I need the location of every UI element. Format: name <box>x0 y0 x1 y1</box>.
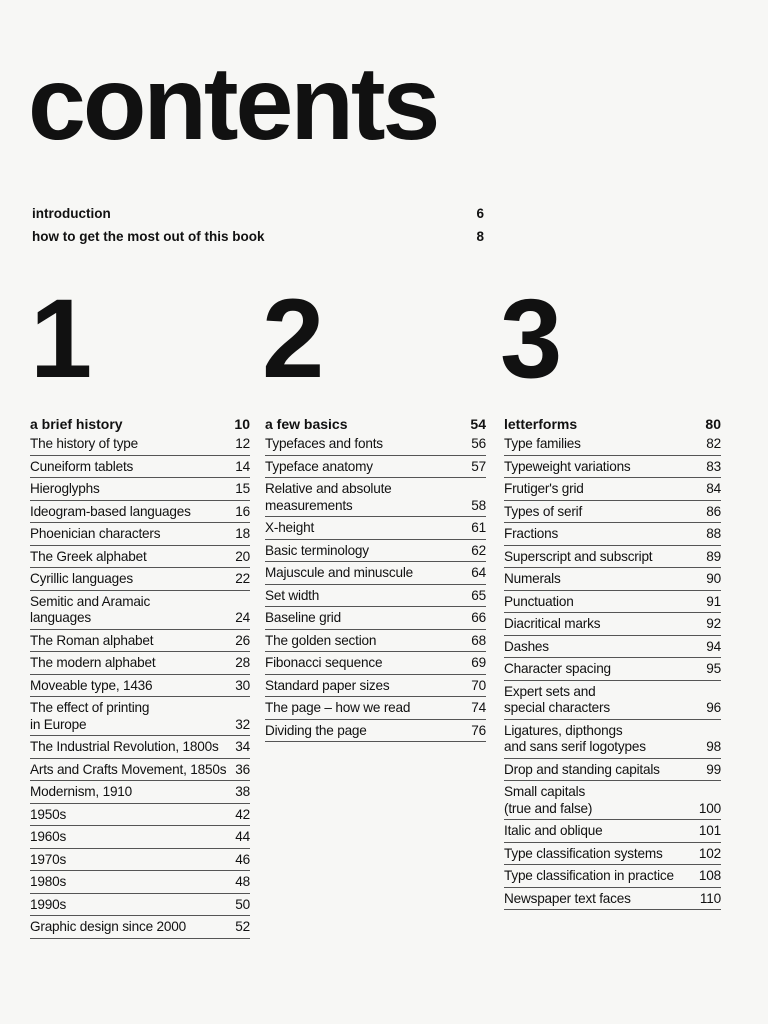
toc-entry-title: Cuneiform tablets <box>30 458 134 474</box>
front-matter-item[interactable] <box>32 225 484 248</box>
toc-entry[interactable] <box>265 478 486 517</box>
toc-entry-title: Dividing the page <box>265 722 367 738</box>
toc-entry-page: 86 <box>706 503 721 519</box>
toc-entry-title: Type classification in practice <box>504 868 674 883</box>
toc-entry-title: Diacritical marks <box>504 616 601 631</box>
toc-entry[interactable] <box>30 826 250 849</box>
toc-entry-page: 100 <box>698 800 721 816</box>
toc-entry-page: 28 <box>235 655 250 670</box>
toc-entry-title: Fractions <box>504 526 559 541</box>
toc-entry-page: 91 <box>706 593 721 609</box>
toc-entry[interactable] <box>30 781 250 804</box>
toc-entry-page: 69 <box>471 655 486 670</box>
toc-entry[interactable] <box>504 433 721 456</box>
toc-entry-page: 90 <box>706 571 721 586</box>
toc-entry[interactable] <box>30 630 250 653</box>
toc-entry-page: 83 <box>706 458 721 474</box>
toc-entry-page: 22 <box>235 571 250 586</box>
toc-entry-title: Types of serif <box>504 503 583 519</box>
toc-entry-title: Graphic design since 2000 <box>30 919 186 934</box>
toc-entry-page: 36 <box>235 761 250 777</box>
toc-entry-page: 50 <box>235 896 250 912</box>
toc-entry-title: Arts and Crafts Movement, 1850s <box>30 761 227 777</box>
toc-entry-title: The golden section <box>265 632 377 648</box>
toc-entry-page: 57 <box>471 458 486 474</box>
toc-entry-page: 42 <box>235 806 250 822</box>
toc-entry-title: Cyrillic languages <box>30 571 133 586</box>
toc-entry[interactable] <box>30 456 250 479</box>
toc-entry-title: The effect of printing in Europe <box>30 700 150 732</box>
toc-entry[interactable] <box>265 675 486 698</box>
toc-entry-page: 24 <box>235 610 250 625</box>
toc-entry-page: 26 <box>235 632 250 648</box>
toc-entry-page: 56 <box>471 436 486 451</box>
front-matter-page: 6 <box>476 206 484 221</box>
chapter-1-column <box>30 410 250 939</box>
toc-entry-title: Type classification systems <box>504 845 663 861</box>
chapter-number-2: 2 <box>262 276 323 401</box>
toc-entry[interactable] <box>30 804 250 827</box>
toc-entry-page: 58 <box>471 497 486 513</box>
toc-entry-page: 95 <box>706 661 721 676</box>
toc-entry-page: 38 <box>235 784 250 799</box>
toc-entry-page: 16 <box>235 503 250 519</box>
toc-entry[interactable] <box>265 630 486 653</box>
toc-entry-title: Hieroglyphs <box>30 481 100 496</box>
chapter-heading[interactable] <box>30 410 250 433</box>
toc-entry-page: 65 <box>471 587 486 603</box>
toc-entry-page: 30 <box>235 677 250 693</box>
toc-entry-title: Ligatures, dipthongs and sans serif logotypes <box>504 722 646 754</box>
chapter-2-column <box>265 410 486 742</box>
toc-entry-title: X-height <box>265 520 315 535</box>
toc-entry-title: Type families <box>504 436 581 451</box>
toc-entry-title: Frutiger's grid <box>504 481 584 496</box>
toc-entry-title: Moveable type, 1436 <box>30 677 153 693</box>
toc-entry-page: 92 <box>706 616 721 631</box>
toc-entry-title: The Roman alphabet <box>30 632 154 648</box>
chapter-1-entries <box>30 433 250 939</box>
toc-entry-title: Character spacing <box>504 661 611 676</box>
toc-entry[interactable] <box>504 591 721 614</box>
chapter-2-entries <box>265 433 486 742</box>
chapter-number-1: 1 <box>30 276 91 401</box>
toc-entry-page: 32 <box>235 716 250 732</box>
chapter-page: 54 <box>470 416 486 432</box>
toc-entry[interactable] <box>265 585 486 608</box>
toc-entry[interactable] <box>504 681 721 720</box>
toc-entry[interactable] <box>504 478 721 501</box>
toc-entry[interactable] <box>504 843 721 866</box>
toc-entry-title: 1960s <box>30 829 67 844</box>
chapter-title: a few basics <box>265 416 348 432</box>
chapter-title: a brief history <box>30 416 123 432</box>
front-matter-list <box>32 202 484 248</box>
toc-entry-page: 89 <box>706 548 721 564</box>
toc-entry-page: 61 <box>471 520 486 535</box>
toc-entry[interactable] <box>30 849 250 872</box>
toc-entry-title: 1980s <box>30 874 67 889</box>
toc-entry-page: 44 <box>235 829 250 844</box>
toc-entry-page: 68 <box>471 632 486 648</box>
toc-entry[interactable] <box>30 501 250 524</box>
front-matter-page: 8 <box>476 229 484 244</box>
toc-entry[interactable] <box>265 433 486 456</box>
toc-entry-title: The Greek alphabet <box>30 548 147 564</box>
toc-entry-page: 101 <box>698 823 721 838</box>
toc-entry-page: 64 <box>471 565 486 580</box>
toc-entry[interactable] <box>504 658 721 681</box>
toc-entry[interactable] <box>504 613 721 636</box>
toc-entry[interactable] <box>30 523 250 546</box>
chapter-page: 10 <box>234 416 250 432</box>
toc-entry-title: Small capitals (true and false) <box>504 784 593 816</box>
toc-entry[interactable] <box>265 720 486 743</box>
toc-entry-page: 96 <box>706 700 721 715</box>
toc-entry-title: The modern alphabet <box>30 655 156 670</box>
toc-entry-title: 1950s <box>30 806 67 822</box>
toc-entry[interactable] <box>504 759 721 782</box>
toc-entry[interactable] <box>30 894 250 917</box>
toc-entry-title: Ideogram-based languages <box>30 503 191 519</box>
toc-entry-title: Standard paper sizes <box>265 677 390 693</box>
toc-entry-page: 12 <box>235 436 250 451</box>
toc-entry-page: 102 <box>698 845 721 861</box>
toc-entry[interactable] <box>504 820 721 843</box>
toc-entry[interactable] <box>30 652 250 675</box>
toc-entry-page: 62 <box>471 542 486 558</box>
toc-entry[interactable] <box>30 591 250 630</box>
toc-entry-page: 34 <box>235 739 250 754</box>
toc-entry-page: 98 <box>706 739 721 754</box>
toc-entry[interactable] <box>30 697 250 736</box>
toc-entry-title: Typeweight variations <box>504 458 631 474</box>
toc-entry[interactable] <box>30 759 250 782</box>
toc-entry[interactable] <box>265 652 486 675</box>
toc-entry[interactable] <box>265 517 486 540</box>
toc-entry-page: 15 <box>235 481 250 496</box>
front-matter-item[interactable] <box>32 202 484 225</box>
toc-entry[interactable] <box>30 478 250 501</box>
toc-entry-page: 14 <box>235 458 250 474</box>
chapter-heading[interactable] <box>265 410 486 433</box>
toc-entry-page: 88 <box>706 526 721 541</box>
toc-entry-page: 84 <box>706 481 721 496</box>
toc-entry[interactable] <box>504 523 721 546</box>
toc-entry-page: 48 <box>235 874 250 889</box>
toc-entry-page: 108 <box>698 868 721 883</box>
toc-entry-title: Typefaces and fonts <box>265 436 383 451</box>
toc-entry-title: Relative and absolute measurements <box>265 481 392 513</box>
toc-entry-title: Set width <box>265 587 320 603</box>
toc-entry[interactable] <box>504 456 721 479</box>
toc-entry-title: 1970s <box>30 851 67 867</box>
toc-entry-page: 52 <box>235 919 250 934</box>
chapter-title: letterforms <box>504 416 578 432</box>
front-matter-title: introduction <box>32 206 111 221</box>
chapter-heading[interactable] <box>504 410 721 433</box>
toc-entry-title: Phoenician characters <box>30 526 161 541</box>
toc-entry-page: 46 <box>235 851 250 867</box>
toc-entry-title: Expert sets and special characters <box>504 683 610 715</box>
toc-entry[interactable] <box>265 456 486 479</box>
toc-entry-title: Modernism, 1910 <box>30 784 133 799</box>
toc-entry-title: Italic and oblique <box>504 823 603 838</box>
toc-entry[interactable] <box>265 607 486 630</box>
toc-entry-page: 70 <box>471 677 486 693</box>
toc-entry-page: 99 <box>706 761 721 777</box>
toc-entry-title: Baseline grid <box>265 610 341 625</box>
toc-entry[interactable] <box>30 433 250 456</box>
toc-entry-page: 66 <box>471 610 486 625</box>
chapter-3-column <box>504 410 721 910</box>
toc-entry[interactable] <box>504 568 721 591</box>
toc-entry[interactable] <box>30 568 250 591</box>
toc-entry-page: 18 <box>235 526 250 541</box>
toc-entry-title: Typeface anatomy <box>265 458 373 474</box>
toc-entry[interactable] <box>504 501 721 524</box>
page-title: contents <box>28 46 438 162</box>
toc-entry[interactable] <box>30 736 250 759</box>
toc-entry-title: Numerals <box>504 571 561 586</box>
toc-entry-page: 110 <box>699 890 721 906</box>
toc-entry-title: 1990s <box>30 896 67 912</box>
chapter-number-3: 3 <box>500 276 561 401</box>
toc-entry-page: 76 <box>471 722 486 738</box>
chapter-3-entries <box>504 433 721 910</box>
chapter-page: 80 <box>705 416 721 432</box>
toc-entry-title: Semitic and Aramaic languages <box>30 593 151 625</box>
toc-entry[interactable] <box>265 697 486 720</box>
toc-entry[interactable] <box>265 562 486 585</box>
toc-entry-title: Drop and standing capitals <box>504 761 660 777</box>
toc-entry-page: 20 <box>235 548 250 564</box>
front-matter-title: how to get the most out of this book <box>32 229 265 244</box>
toc-entry[interactable] <box>504 865 721 888</box>
toc-entry[interactable] <box>30 546 250 569</box>
toc-entry[interactable] <box>30 675 250 698</box>
toc-entry[interactable] <box>30 871 250 894</box>
toc-entry-title: Dashes <box>504 638 549 654</box>
toc-entry[interactable] <box>504 546 721 569</box>
toc-entry-page: 82 <box>706 436 721 451</box>
toc-entry[interactable] <box>30 916 250 939</box>
toc-entry-title: Punctuation <box>504 593 574 609</box>
toc-entry-page: 74 <box>471 700 486 715</box>
toc-entry[interactable] <box>504 636 721 659</box>
toc-entry[interactable] <box>265 540 486 563</box>
toc-entry-page: 94 <box>706 638 721 654</box>
toc-entry-title: Fibonacci sequence <box>265 655 383 670</box>
toc-entry-title: Majuscule and minuscule <box>265 565 414 580</box>
toc-entry-title: The page – how we read <box>265 700 411 715</box>
toc-entry-title: The history of type <box>30 436 139 451</box>
toc-entry[interactable] <box>504 781 721 820</box>
toc-entry[interactable] <box>504 888 721 911</box>
toc-entry-title: Newspaper text faces <box>504 890 631 906</box>
toc-entry[interactable] <box>504 720 721 759</box>
toc-entry-title: Basic terminology <box>265 542 369 558</box>
toc-entry-title: The Industrial Revolution, 1800s <box>30 739 219 754</box>
toc-entry-title: Superscript and subscript <box>504 548 653 564</box>
